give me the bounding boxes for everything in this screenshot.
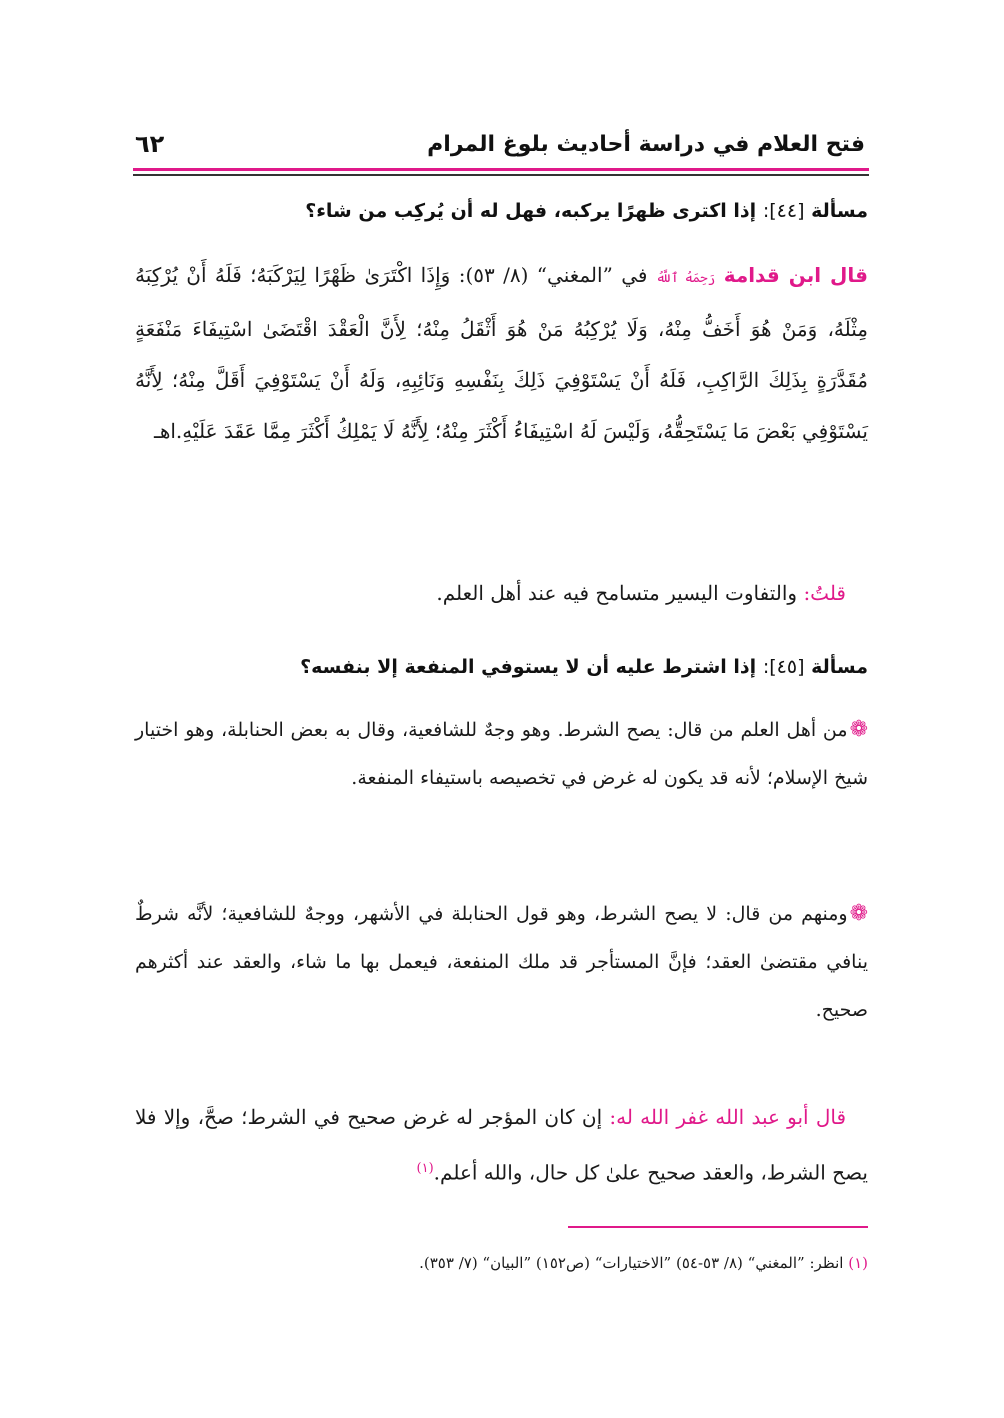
flower-ornament-icon: ❁ bbox=[849, 901, 868, 926]
issue-question: إذا اكترى ظهرًا يركبه، فهل له أن يُركِب من شاء؟ bbox=[305, 200, 757, 222]
opinion-valid bbox=[135, 706, 868, 802]
page-number: ٦٢ bbox=[135, 130, 165, 158]
note-label: قلتُ: bbox=[803, 581, 846, 605]
issue-45-heading bbox=[135, 652, 868, 682]
opinion-text: من أهل العلم من قال: يصح الشرط. وهو وجهٌ للشافعية، وقال به بعض الحنابلة، وهو اختيار شيخ الإسلام؛ لأنه قد يكون له غرض في تخصيصه باستيفاء المنفعة. bbox=[135, 719, 868, 789]
footnote-text: انظر: ”المغني“ (٨/ ٥٣-٥٤) ”الاختيارات“ (ص١٥٢) ”البيان“ (٧/ ٣٥٣). bbox=[419, 1254, 844, 1272]
book-title: فتح العلام في دراسة أحاديث بلوغ المرام bbox=[427, 131, 865, 157]
footnote bbox=[300, 1250, 868, 1276]
flower-ornament-icon: ❁ bbox=[849, 717, 868, 742]
note-text: والتفاوت اليسير متسامح فيه عند أهل العلم. bbox=[436, 581, 798, 605]
conclusion-text: إن كان المؤجر له غرض صحيح في الشرط؛ صحَّ، وإلا فلا يصح الشرط، والعقد صحيح علىٰ كل حال، والله أعلم. bbox=[135, 1105, 868, 1185]
footnote-number: (١) bbox=[848, 1254, 868, 1272]
ibn-qudama-quote bbox=[135, 250, 868, 457]
conclusion-speaker: قال أبو عبد الله غفر الله له: bbox=[609, 1105, 847, 1129]
quote-text: في ”المغني“ (٨/ ٥٣): وَإِذَا اكْتَرَىٰ ظَهْرًا لِيَرْكَبَهُ؛ فَلَهُ أَنْ يُرْكِبَهُ مِثْلَهُ، وَمَنْ هُوَ أَخَفُّ مِنْهُ، وَلَا يُرْكِبُهُ مَنْ هُوَ أَثْقَلُ مِنْهُ؛ لِأَنَّ الْعَقْدَ اقْتَضَىٰ اسْتِيفَاءَ مَنْفَعَةٍ مُقَدَّرَةٍ بِذَلِكَ الرَّاكِبِ، فَلَهُ أَنْ يَسْتَوْفِيَ ذَلِكَ بِنَفْسِهِ وَنَائِبِهِ، وَلَهُ أَنْ يَسْتَوْفِيَ أَقَلَّ مِنْهُ؛ لِأَنَّهُ يَسْتَوْفِي بَعْضَ مَا يَسْتَحِقُّهُ، وَلَيْسَ لَهُ اسْتِيفَاءُ أَكْثَرَ مِنْهُ؛ لِأَنَّهُ لَا يَمْلِكُ أَكْثَرَ مِمَّا عَقَدَ عَلَيْهِ.اهـ bbox=[135, 263, 868, 443]
footnote-separator bbox=[568, 1226, 868, 1228]
quote-speaker: قال ابن قدامة bbox=[723, 263, 868, 287]
header-rule-dark bbox=[133, 174, 869, 176]
issue-44-heading bbox=[135, 196, 868, 226]
honorific: رَحِمَهُ ٱللَّهُ bbox=[655, 271, 716, 286]
header-rule-pink bbox=[133, 168, 869, 171]
issue-label: مسألة bbox=[811, 200, 868, 222]
author-conclusion bbox=[135, 1092, 868, 1199]
issue-label: مسألة bbox=[811, 656, 868, 678]
issue-number: [٤٥]: bbox=[762, 656, 805, 678]
issue-question: إذا اشترط عليه أن لا يستوفي المنفعة إلا بنفسه؟ bbox=[300, 656, 757, 678]
issue-number: [٤٤]: bbox=[762, 200, 805, 222]
opinion-text: ومنهم من قال: لا يصح الشرط، وهو قول الحنابلة في الأشهر، ووجهٌ للشافعية؛ لأنَّه شرطٌ ينافي مقتضىٰ العقد؛ فإنَّ المستأجر قد ملك المنفعة، فيعمل بها ما شاء، والعقد عند أكثرهم صحيح. bbox=[135, 903, 868, 1021]
footnote-reference: (١) bbox=[416, 1161, 434, 1176]
author-note bbox=[135, 568, 868, 619]
opinion-invalid bbox=[135, 890, 868, 1034]
running-header bbox=[135, 122, 865, 166]
